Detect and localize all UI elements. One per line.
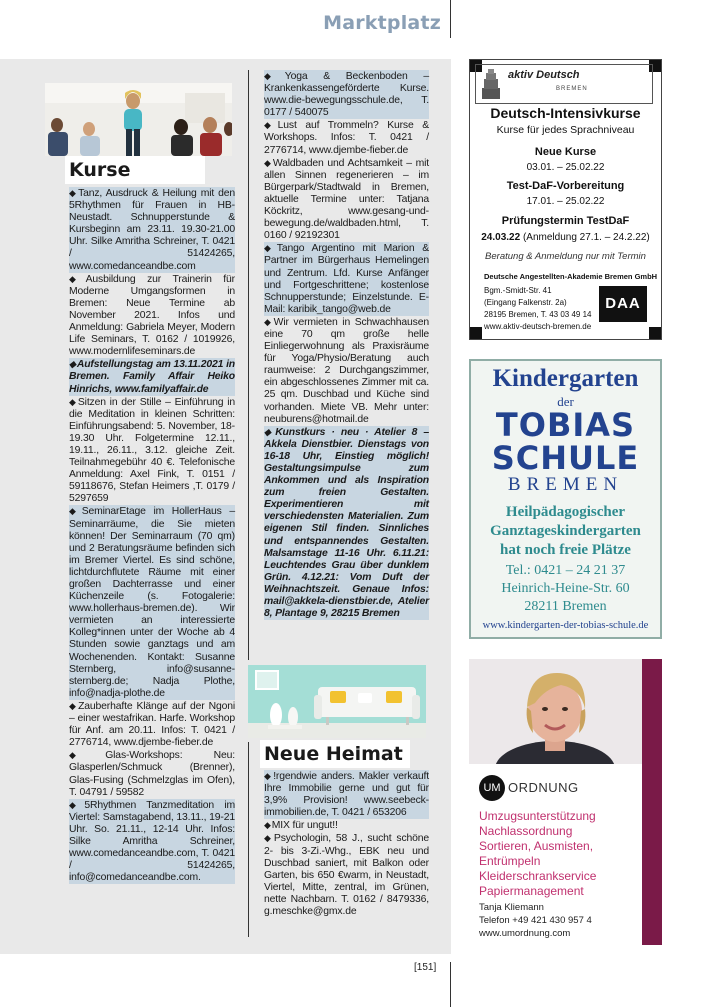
heimat-section-title: Neue Heimat	[260, 740, 410, 768]
contact-web: www.umordnung.com	[479, 928, 571, 939]
list-item: ◆Lust auf Trommeln? Kurse & Workshops. Infos: T. 0421 / 2776714, www.djembe-fieber.de	[264, 120, 429, 156]
daa-course-title: Neue Kurse	[534, 146, 597, 158]
list-item: Papiermanagement	[479, 884, 584, 898]
classifieds-column-1	[69, 187, 235, 884]
daa-course-title: Test-DaF-Vorbereitung	[506, 180, 625, 192]
heimat-photo	[248, 665, 426, 738]
diamond-bullet-icon: ◆	[264, 820, 271, 831]
diamond-bullet-icon: ◆	[69, 188, 78, 198]
ad-aktiv-deutsch	[469, 59, 662, 340]
contact-phone: Telefon +49 421 430 957 4	[479, 915, 592, 926]
list-item: ◆Aufstellungstag am 13.11.2021 in Bremen. Family Affair Heiko Hinrichs, www.familyaffair.de	[69, 359, 235, 395]
list-item: ◆Glas-Workshops: Neu: Glasperlen/Schmuck (Brenner), Glas-Fusing (Schmelzglas im Ofen), T. 04791 / 59582	[69, 750, 235, 798]
daa-street: Bgm.-Smidt-Str. 41	[484, 286, 552, 295]
diamond-bullet-icon: ◆	[69, 359, 76, 370]
list-item: ◆Tanz, Ausdruck & Heilung mit den 5Rhythmen für Frauen in HB-Neustadt. Schnupperstunde & Kursbeginn am 23.11. 19.30-21.00 Uhr. Silke Amritha Schreiner, T. 0421 / 51424265, www.comedanceandbe.com	[69, 188, 236, 272]
daa-course-date: 24.03.22 (Anmeldung 27.1. – 24.2.22)	[481, 232, 650, 243]
daa-logo-box: DAA	[599, 286, 647, 322]
kg-tobias: TOBIAS	[495, 406, 636, 444]
list-item: ◆Ausbildung zur Trainerin für Moderne Umgangsformen in Bremen: Neue Termine ab November 2021. Infos und Anmeldung: Gabriela Meyer, Modern Life Seminars, T. 0162 / 1019926, www.modernlifeseminars.de	[69, 273, 235, 358]
diamond-bullet-icon: ◆	[264, 426, 275, 437]
diamond-bullet-icon: ◆	[264, 833, 273, 844]
contact-name: Tanja Kliemann	[479, 902, 544, 913]
logo-ordnung: ORDNUNG	[508, 780, 579, 795]
list-item: ◆Sitzen in der Stille – Einführung in die Meditation in kleinen Schritten: Einführungsabend: 5. November, 18-19.30 Uhr. Folgetermine 12.11., 19.11., 26.11., 3.12. gleiche Zeit. Teilnahmegebühr 40 €. Telefonische Anmeldung: Axel Fink, T. 0151 / 59118676, Stefan Heimers ,T. 0179 / 5297659	[69, 396, 235, 505]
logo-city: BREMEN	[556, 86, 588, 92]
list-item: ◆!rgendwie anders. Makler verkauft Ihre Immobilie gerne und gut für 3,9% Provision! www.seebeck-immobilien.de, T. 0421 / 653206	[264, 771, 429, 819]
classifieds-column-2	[264, 70, 429, 620]
portrait-photo	[469, 659, 642, 764]
list-item: ◆MIX für ungut!!	[264, 820, 338, 832]
diamond-bullet-icon: ◆	[264, 771, 273, 781]
column-divider	[248, 70, 249, 660]
list-item: Sortieren, Ausmisten,	[479, 839, 594, 853]
diamond-bullet-icon: ◆	[69, 396, 77, 407]
list-item: ◆5Rhythmen Tanzmeditation im Viertel: Samstagabend, 13.11., 19-21 Uhr. So. 21.11., 12-14 Uhr. Infos: Silke Amritha Schreiner, www.comedanceandbe.com, T. 0421 / 51424265, info@comedanceandbe.com.	[69, 799, 235, 884]
column-divider	[248, 742, 249, 937]
daa-org: Deutsche Angestellten-Akademie Bremen GmbH	[484, 272, 658, 281]
bremen-town-musicians-icon	[480, 68, 502, 100]
kg-claim: Heilpädagogischer Ganztageskindergarten hat noch freie Plätze	[490, 504, 641, 558]
diamond-bullet-icon: ◆	[69, 273, 85, 284]
kg-schule: SCHULE	[491, 439, 640, 477]
daa-course-dates: 03.01. – 25.02.22	[526, 162, 605, 173]
list-item: ◆Tango Argentino mit Marion & Partner im Bürgerhaus Hemelingen und Zentrum. Lfd. Kurse Anfänger und Fortgeschrittene; kostenlose Schnupperstunde; Einzelstunde. E-Mail: karibik_tango@web.de	[264, 243, 429, 315]
kurse-photo	[45, 83, 232, 156]
magenta-side-bar	[642, 659, 662, 945]
diamond-bullet-icon: ◆	[69, 799, 84, 810]
daa-entrance: (Eingang Falkenstr. 2a)	[484, 298, 567, 307]
kg-web: www.kindergarten-der-tobias-schule.de	[482, 620, 649, 631]
diamond-bullet-icon: ◆	[264, 243, 276, 254]
header-divider	[450, 0, 451, 38]
list-item: Umzugsunterstützung	[479, 809, 596, 823]
list-item: ◆Wir vermieten in Schwachhausen eine 70 qm große helle Einliegerwohnung als Praxisräume für Yoga/Physio/Beratung auch raumweise: 2 Durchgangszimmer, ein abgeschlossenes Zimmer mit ca. 25 qm. Duschbad und Küche sind vorhanden. Miete VB. Mehr unter: neuburens@hotmail.de	[264, 316, 429, 425]
kurse-section-title: Kurse	[65, 156, 205, 184]
diamond-bullet-icon: ◆	[69, 506, 81, 517]
list-item: ◆Waldbaden und Achtsamkeit – mit allen Sinnen regenerieren – im Bürgerpark/Stadtwald in Bremen, aktuelle Termine unter: Tatjana Köckritz, www.gesang-und-bewegung.de/waldbaden.html, T. 0160 / 92192301	[264, 157, 429, 242]
classifieds-column-3	[264, 770, 429, 918]
kg-contact: Tel.: 0421 – 24 21 37 Heinrich-Heine-Str. 60 28211 Bremen	[501, 563, 630, 614]
diamond-bullet-icon: ◆	[264, 316, 273, 327]
daa-note: Beratung & Anmeldung nur mit Termin	[485, 251, 646, 262]
list-item: Entrümpeln	[479, 854, 541, 868]
daa-subline: Kurse für jedes Sprachniveau	[496, 124, 635, 136]
daa-course-dates: 17.01. – 25.02.22	[526, 196, 605, 207]
kg-der: der	[557, 394, 574, 409]
page-number: [151]	[414, 962, 437, 973]
ad-umordnung	[469, 659, 662, 945]
daa-headline: Deutsch-Intensivkurse	[490, 105, 641, 121]
page-header-title: Marktplatz	[323, 12, 441, 34]
daa-course-title: Prüfungstermin TestDaF	[501, 215, 630, 227]
diamond-bullet-icon: ◆	[69, 750, 105, 761]
list-item: ◆Psychologin, 58 J., sucht schöne 2- bis 3-Zi.-Whg., EBK neu und Duschbad saniert, mit Balkon oder Garten, bis 650 €warm, in Neustadt, Viertel, Mitte, zentral, im Grünen, nette Nachbarn. T. 0162 / 8479336, g.meschke@gmx.de	[264, 833, 430, 918]
daa-web: www.aktiv-deutsch-bremen.de	[484, 322, 592, 331]
ad-kindergarten	[469, 359, 662, 639]
list-item: Kleiderschrankservice	[479, 869, 597, 883]
um-circle-logo: UM	[479, 775, 505, 801]
kg-bremen: BREMEN	[507, 474, 624, 495]
logo-brand: aktiv Deutsch	[508, 69, 580, 81]
list-item: ◆SeminarEtage im HollerHaus – Seminarräume, die Sie mieten können! Der Seminarraum (70 qm) und 2 Beratungsräume befinden sich im Bremer Viertel. Es sind schöne, lichtdurchflutete Räume mit einer großen Dachterrasse und einer Küchenzeile (s. Fotogalerie: www.hollerhaus-bremen.de). Wir vermieten an interessierte Kolleg*innen unter der Woche ab 4 Stunden sowie ganztags und am Wochenenden. Kontakt: Susanne Sternberg, info@susanne-sternberg.de; Nadja Plothe, info@nadja-plothe.de	[69, 506, 235, 699]
diamond-bullet-icon: ◆	[264, 157, 272, 168]
list-item: ◆Yoga & Beckenboden – Krankenkassengeförderte Kurse. www.die-bewegungsschule.de, T. 0177 / 540075	[264, 71, 430, 119]
daa-city-phone: 28195 Bremen, T. 43 03 49 14	[484, 310, 592, 319]
list-item: Nachlassordnung	[479, 824, 573, 838]
diamond-bullet-icon: ◆	[264, 71, 284, 81]
service-list	[479, 809, 596, 899]
footer-divider	[450, 962, 451, 1007]
diamond-bullet-icon: ◆	[264, 120, 277, 131]
aktiv-deutsch-logo	[475, 64, 653, 104]
list-item: ◆Zauberhafte Klänge auf der Ngoni – einer westafrikan. Harfe. Workshop für Anf. am 20.11. Infos: T. 0421 / 2776714, www.djembe-fieber.de	[69, 700, 235, 749]
kg-title: Kindergarten	[492, 365, 639, 392]
diamond-bullet-icon: ◆	[69, 700, 78, 711]
list-item: ◆Kunstkurs · neu · Atelier 8 – Akkela Dienstbier. Dienstags von 16-18 Uhr, Einstieg möglich! Gestaltungsimpulse zum Ankommen und als Inspiration zum freien Gestalten. Experimentieren mit verschiedensten Materialien. Zum eigenen Stil finden. Sinnliches und entspannendes Gestalten. Malsamstage 11-16 Uhr. 6.11.21: Leuchtendes Grau über dunklem Grün. 4.12.21: Vom Duft der Weihnachtszeit. Genaue Infos: mail@akkela-dienstbier.de, Atelier 8, Plantage 9, 28215 Bremen	[264, 426, 429, 620]
